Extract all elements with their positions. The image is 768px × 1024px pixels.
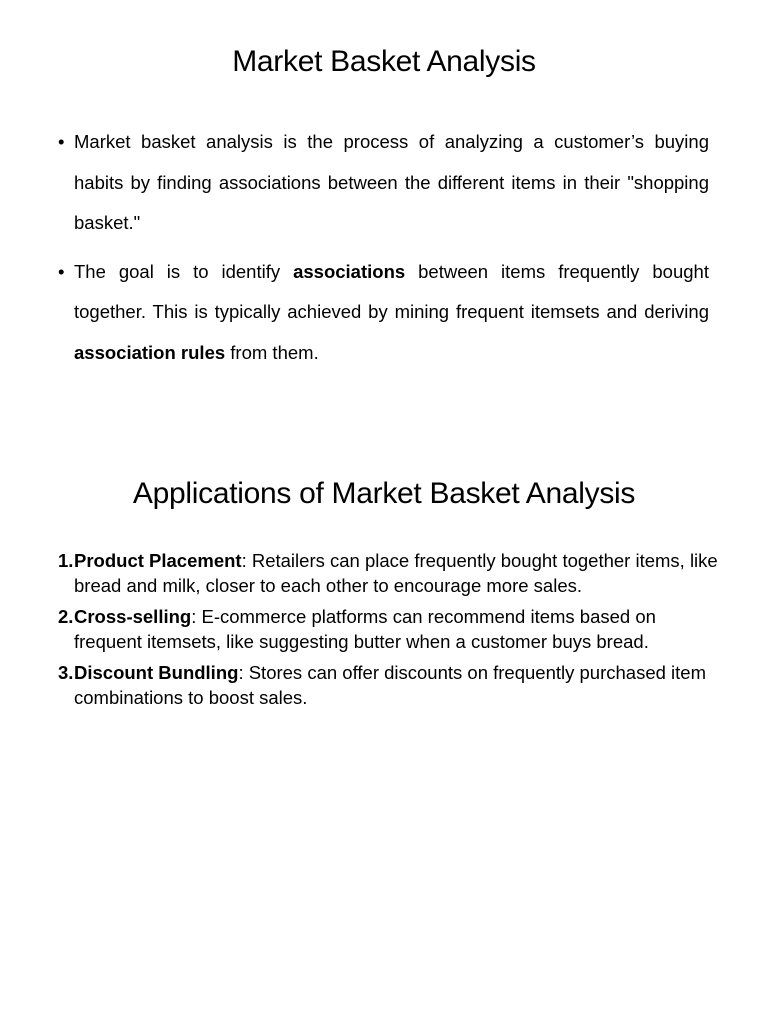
list-item-desc: : Retailers can place frequently bought together items, like bread and milk, closer to each other to encourage more sales. xyxy=(74,550,718,596)
applications-list xyxy=(58,549,718,717)
page-title: Market Basket Analysis xyxy=(232,45,536,78)
list-item xyxy=(58,549,718,598)
bullet-text-mid: between items frequently bought together. This is typically achieved by mining frequent itemsets and deriving xyxy=(74,260,709,322)
bullet-bold-term: associations xyxy=(293,260,406,282)
list-item-term: Discount Bundling xyxy=(74,662,239,683)
section-title: Applications of Market Basket Analysis xyxy=(132,477,636,510)
bullet-item xyxy=(58,252,709,374)
bullet-text: Market basket analysis is the process of analyzing a customer’s buying habits by finding associations between the different items in their "shopping basket." xyxy=(74,131,709,233)
list-number: 1. xyxy=(58,550,74,571)
list-item-term: Product Placement xyxy=(74,550,242,571)
list-item-term: Cross-selling xyxy=(74,606,192,627)
bullet-item xyxy=(58,122,709,244)
list-number: 2. xyxy=(58,606,74,627)
bullet-text-post: from them. xyxy=(225,341,319,363)
list-item xyxy=(58,605,718,654)
list-number: 3. xyxy=(58,662,74,683)
bullet-bold-term: association rules xyxy=(74,341,226,363)
bullet-text-pre: The goal is to identify xyxy=(74,260,294,282)
list-item-desc: : Stores can offer discounts on frequently purchased item combinations to boost sales. xyxy=(74,662,706,708)
list-item xyxy=(58,661,718,710)
list-item-desc: : E-commerce platforms can recommend items based on frequent itemsets, like suggesting butter when a customer buys bread. xyxy=(74,606,656,652)
definition-bullet-list xyxy=(58,122,709,381)
